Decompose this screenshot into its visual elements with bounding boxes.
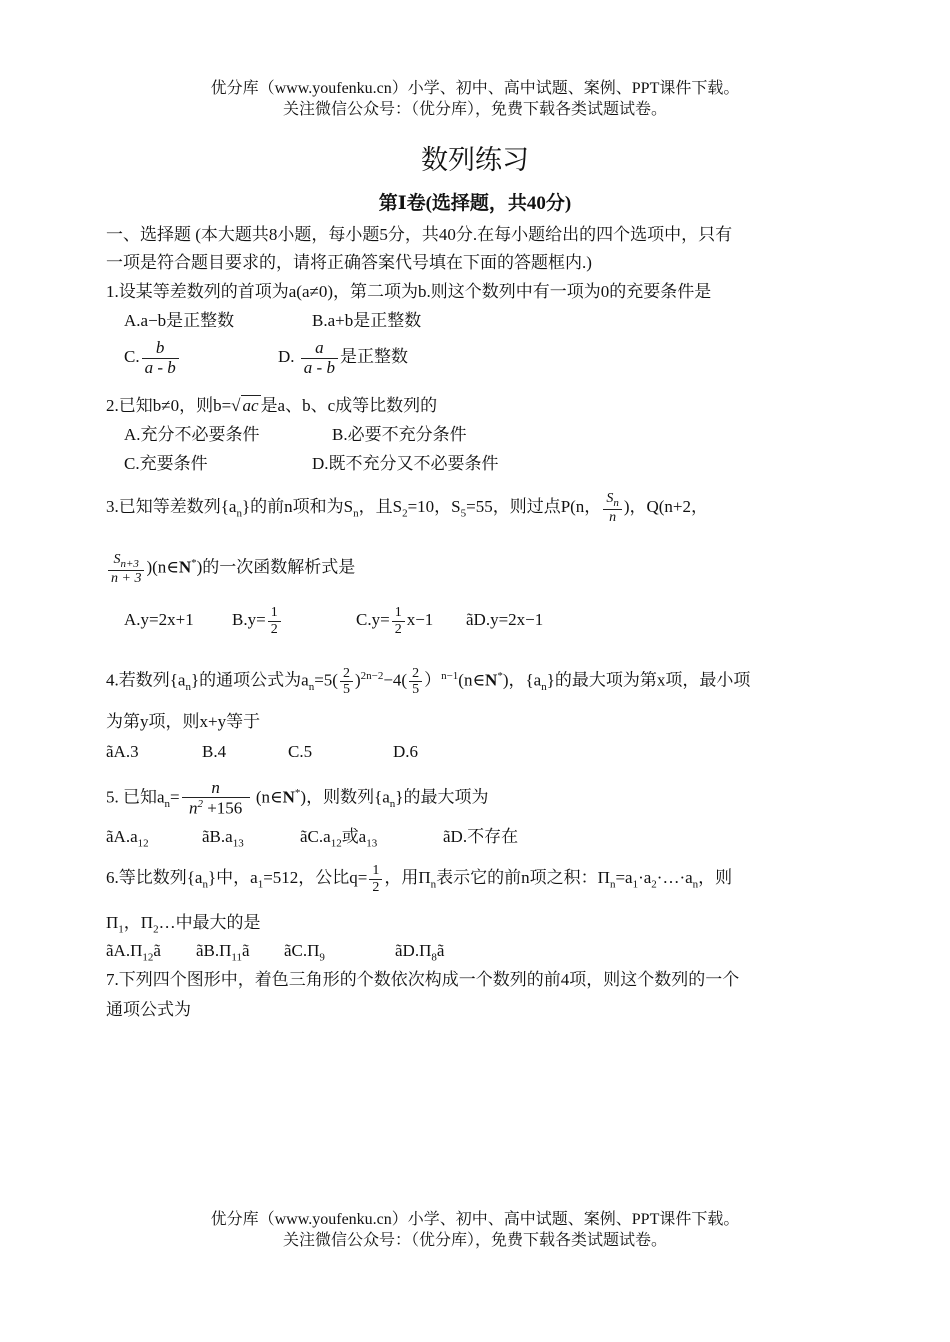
option-text: ã: [242, 941, 250, 960]
fraction-denominator: +156: [202, 799, 243, 819]
q3-option-c-fraction: [392, 605, 405, 637]
q3-text: }的前n项和为S: [241, 497, 354, 516]
fraction-numerator: a: [315, 338, 324, 357]
fraction-numerator: 2: [342, 665, 350, 681]
q6-text: 表示它的前n项之积：Π: [436, 868, 610, 887]
subscript: 1: [632, 878, 639, 891]
fraction-numerator: 1: [372, 863, 380, 879]
subscript: n: [353, 507, 359, 520]
subscript: n: [308, 681, 315, 694]
q2-stem: [106, 395, 437, 417]
fraction-numerator: 1: [270, 605, 278, 621]
q5-text: (n∈: [255, 787, 283, 807]
footer-line-2: 关注微信公众号：（优分库），免费下载各类试题试卷。: [282, 1232, 667, 1249]
option-text: ãC.Π: [284, 941, 320, 960]
q4-stem-line-1: [106, 654, 750, 709]
option-text: ãA.Π: [106, 941, 143, 960]
option-text: ã: [436, 941, 445, 960]
q3-text: )的一次函数解析式是: [196, 557, 356, 577]
fraction-denominator: n: [603, 509, 622, 525]
subscript: n: [236, 507, 242, 520]
q5-text: }的最大项为: [395, 787, 489, 807]
q6-text: …中最大的是: [158, 913, 261, 932]
q6-text: Π: [106, 913, 119, 932]
q6-text: ·a: [638, 868, 652, 887]
q1-option-c-label: C.: [124, 347, 140, 367]
q3-text: =10，S: [407, 497, 461, 516]
q5-option-c: [300, 826, 377, 854]
superscript: *: [191, 557, 197, 569]
subscript: n: [541, 681, 547, 694]
q2-stem-part: 2.已知b≠0，则b=: [106, 396, 232, 415]
option-text: ã: [153, 941, 161, 960]
subscript: n: [609, 878, 616, 891]
superscript: 2n−2: [360, 670, 384, 682]
q6-option-b: [196, 940, 250, 968]
q2-option-d: D.既不充分又不必要条件: [312, 454, 499, 473]
q1-option-d-fraction: [301, 339, 338, 377]
q5-fraction: [182, 779, 250, 819]
q4-text: }的通项公式为a: [190, 670, 309, 690]
natural-number-set: N: [282, 787, 295, 807]
page-title: 数列练习: [421, 145, 529, 175]
subscript: 8: [431, 951, 437, 964]
subscript: n: [430, 878, 437, 891]
q3-text: )，Q(n+2，: [623, 497, 708, 516]
q4-option-c: C.5: [288, 742, 313, 761]
square-root: √ ac: [231, 396, 259, 415]
q3-text: 3.已知等差数列{a: [106, 497, 237, 516]
q5-option-d: ãD.不存在: [443, 827, 519, 846]
q6-text: =512，公比q=: [263, 868, 368, 887]
q4-text: (n∈: [458, 670, 486, 690]
q2-option-c: C.充要条件: [124, 454, 208, 473]
q1-option-c-fraction: [142, 339, 179, 377]
superscript: n−1: [441, 670, 459, 682]
superscript: 2: [197, 798, 203, 811]
q3-text: )(n∈: [146, 557, 179, 577]
fraction-denominator: 2: [392, 621, 405, 637]
subscript: n: [164, 798, 171, 811]
natural-number-set: N: [178, 557, 192, 577]
subscript: n+3: [120, 557, 139, 570]
fraction-denominator: 2: [268, 621, 281, 637]
header-line-1: 优分库（www.youfenku.cn）小学、初中、高中试题、案例、PPT课件下载。: [210, 80, 740, 97]
q1-option-d-label: D.: [278, 347, 295, 367]
q3-option-b: [232, 598, 283, 642]
option-text: x−1: [406, 610, 434, 629]
q6-text: ，用Π: [384, 868, 431, 887]
q3-fraction-sn-over-n: [603, 491, 622, 525]
q4-text: }的最大项为第x项，最小项: [546, 670, 751, 690]
subscript: 5: [460, 507, 467, 520]
option-text: ãB.a: [202, 827, 233, 846]
q4-option-a: ãA.3: [106, 742, 139, 761]
q1-stem: 1.设某等差数列的首项为a(a≠0)，第二项为b.则这个数列中有一项为0的充要条件是: [106, 282, 712, 301]
instructions-line-2: 一项是符合题目要求的，请将正确答案代号填在下面的答题框内.): [106, 253, 592, 272]
q6-text: ，则: [698, 868, 733, 887]
subscript: 13: [366, 837, 378, 850]
q3-text: ，且S: [358, 497, 403, 516]
q1-option-d-suffix: 是正整数: [339, 347, 408, 367]
q7-stem-line-2: 通项公式为: [106, 1000, 191, 1019]
q2-stem-part: 是a、b、c成等比数列的: [260, 396, 438, 415]
q1-option-d: [278, 339, 408, 377]
fraction-denominator: 5: [409, 681, 422, 697]
q6-text: 6.等比数列{a: [106, 868, 203, 887]
q6-text: ·…·a: [656, 868, 693, 887]
fraction-denominator: a - b: [142, 358, 179, 378]
q5-stem: [106, 770, 488, 827]
q7-stem-line-1: 7.下列四个图形中，着色三角形的个数依次构成一个数列的前4项，则这个数列的一个: [106, 970, 740, 989]
fraction-denominator: n + 3: [108, 570, 144, 586]
fraction-numerator: b: [155, 338, 165, 357]
fraction-denominator: 2: [369, 879, 382, 895]
q4-text: )，{a: [502, 670, 542, 690]
radicand: ac: [242, 396, 259, 415]
subscript: n: [613, 496, 619, 509]
subscript: 2: [153, 923, 159, 936]
q4-fraction-2-5: [409, 666, 422, 698]
q4-fraction-2-5: [340, 666, 353, 698]
natural-number-set: N: [485, 670, 498, 690]
q5-option-b: [202, 826, 244, 854]
superscript: *: [294, 787, 301, 799]
subscript: 9: [319, 951, 325, 964]
q4-text: =5(: [314, 670, 338, 690]
fraction-numerator: S: [606, 490, 614, 506]
option-text: 或a: [341, 827, 367, 846]
q3-stem-line-1: [106, 485, 708, 535]
q6-fraction-1-2: [369, 863, 382, 895]
subscript: 12: [137, 837, 149, 850]
q5-text: )，则数列{a: [300, 787, 390, 807]
section-subtitle: 第Ⅰ卷(选择题，共40分): [378, 193, 572, 214]
q3-option-b-fraction: [268, 605, 281, 637]
q3-fraction-sn3-over-n3: [108, 552, 144, 586]
fraction-numerator: S: [113, 551, 121, 567]
option-text: B.y=: [232, 610, 266, 629]
subscript: n: [202, 878, 208, 891]
q4-text: ): [354, 670, 361, 690]
q6-stem-line-1: 6.等比数列$\{a_n\}$中，$a_1=512$，公比q= $\frac{1}{2}$ ，用$\Pi_n$表示它的前n项之积：$\Pi_n=a_1\cdot a_2\cdot\dots\cdot a_n$，则: [106, 863, 733, 895]
q6-stem-line-2: [106, 912, 261, 940]
option-text: ãA.a: [106, 827, 138, 846]
fraction-numerator: 1: [394, 605, 402, 621]
footer-line-1: 优分库（www.youfenku.cn）小学、初中、高中试题、案例、PPT课件下载。: [210, 1211, 740, 1228]
q4-text: −4(: [383, 670, 408, 690]
header-line-2: 关注微信公众号：（优分库），免费下载各类试题试卷。: [282, 101, 667, 118]
subscript: 13: [232, 837, 244, 850]
subscript: 1: [118, 923, 124, 936]
q6-text: =a: [615, 868, 633, 887]
q3-text: =55，则过点P(n，: [466, 497, 602, 516]
option-text: ãC.a: [300, 827, 331, 846]
superscript: *: [497, 670, 503, 682]
subscript: n: [185, 681, 191, 694]
q4-option-d: D.6: [393, 742, 419, 761]
subscript: 2: [402, 507, 408, 520]
q3-option-d: ãD.y=2x−1: [466, 610, 544, 629]
fraction-denominator: 5: [340, 681, 353, 697]
q5-text: 5. 已知a: [106, 787, 165, 807]
q6-text: ，Π: [123, 913, 154, 932]
q5-option-a: [106, 826, 149, 854]
instructions-line-1: 一、选择题 (本大题共8小题，每小题5分，共40分.在每小题给出的四个选项中，只有: [106, 225, 733, 244]
q6-option-d: [395, 940, 444, 968]
fraction-numerator: n: [211, 777, 220, 797]
q4-text: ）: [424, 670, 442, 690]
q3-option-c: [356, 598, 433, 642]
subscript: 12: [142, 951, 154, 964]
option-text: ãD.Π: [395, 941, 432, 960]
q6-text: }中，a: [207, 868, 258, 887]
subscript: 12: [330, 837, 342, 850]
subscript: n: [389, 798, 396, 811]
q1-option-b: B.a+b是正整数: [312, 311, 422, 330]
q2-option-a: A.充分不必要条件: [124, 425, 260, 444]
q3-option-a: A.y=2x+1: [124, 610, 194, 629]
q4-stem-line-2: 为第y项，则x+y等于: [106, 712, 261, 731]
q3-stem-line-2: [106, 541, 355, 590]
q6-option-c: [284, 940, 325, 968]
subscript: 11: [231, 951, 243, 964]
subscript: 1: [257, 878, 264, 891]
q5-text: =: [170, 787, 180, 807]
q2-option-b: B.必要不充分条件: [332, 425, 467, 444]
subscript: n: [692, 878, 699, 891]
option-text: C.y=: [356, 610, 390, 629]
fraction-numerator: 2: [412, 665, 420, 681]
fraction-denominator: n: [188, 799, 198, 819]
q1-option-a: A.a−b是正整数: [124, 311, 235, 330]
q1-option-c: [124, 339, 181, 377]
q6-option-a: [106, 940, 161, 968]
q4-option-b: B.4: [202, 742, 227, 761]
fraction-denominator: a - b: [301, 358, 338, 378]
option-text: ãB.Π: [196, 941, 232, 960]
q4-text: 4.若数列{a: [106, 670, 186, 690]
